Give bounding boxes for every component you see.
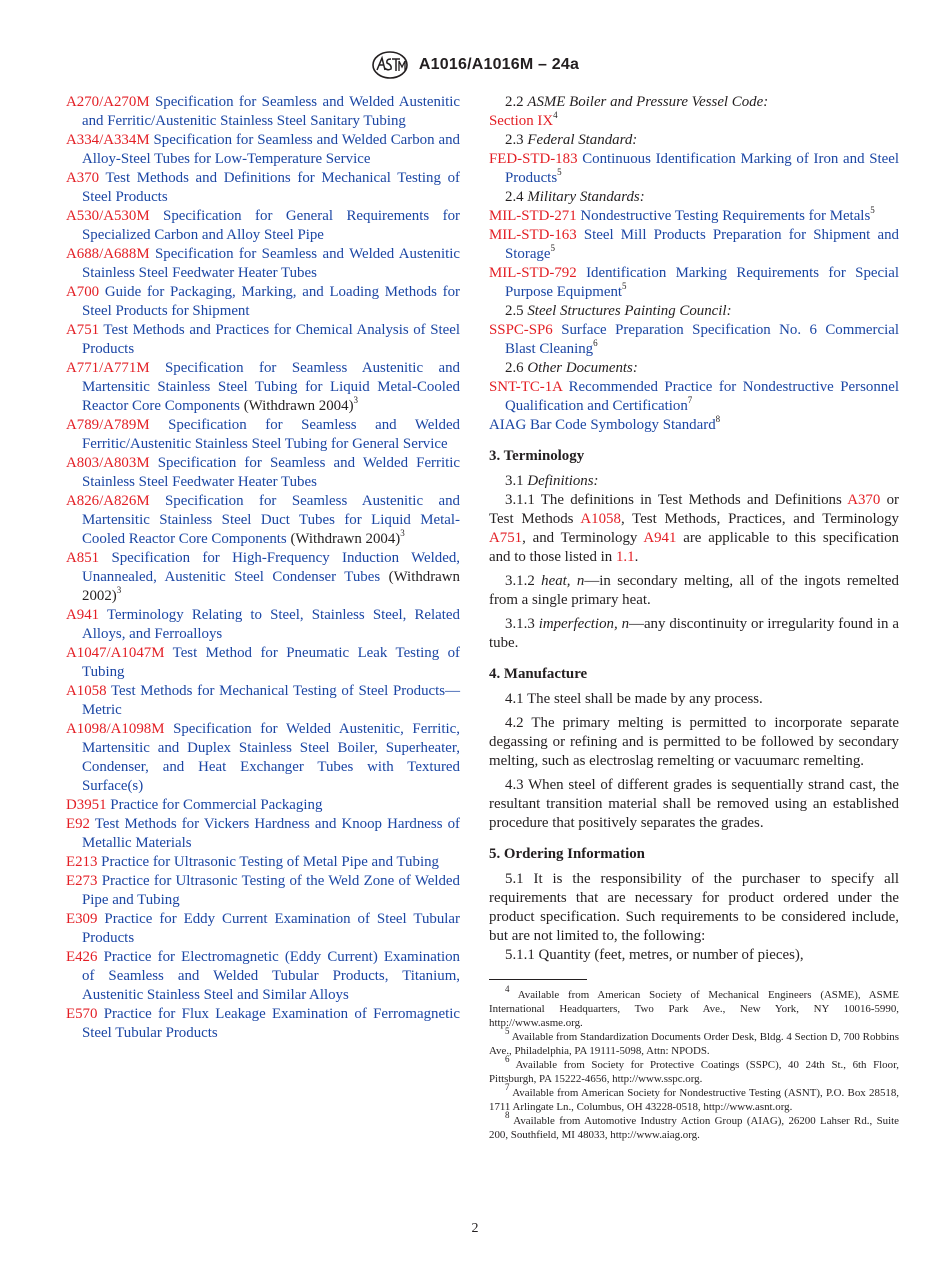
reference-title[interactable]: Test Methods for Mechanical Testing of Steel Products—Metric	[82, 683, 460, 718]
reference-mil-std-163[interactable]: MIL-STD-163 Steel Mill Products Preparation for Shipment and Storage$^5$	[489, 227, 899, 262]
footnote	[489, 1026, 899, 1058]
para-3-1-3: 3.1.3 imperfection, n—any discontinuity or irregularity found in a tube.	[489, 616, 899, 651]
section-2-4: 2.4 Military Standards:	[505, 189, 645, 205]
page-header	[0, 50, 950, 80]
reference-item[interactable]	[66, 93, 460, 131]
reference-item[interactable]	[66, 245, 460, 283]
reference-item[interactable]	[66, 359, 460, 416]
link-a941[interactable]: A941	[643, 530, 677, 546]
reference-code[interactable]: A688/A688M	[66, 246, 150, 262]
reference-item[interactable]	[66, 169, 460, 207]
reference-code[interactable]: A1047/A1047M	[66, 645, 165, 661]
footnote	[489, 1110, 899, 1142]
reference-title[interactable]: Specification for Seamless and Welded Ferritic Stainless Steel Feedwater Heater Tubes	[82, 455, 460, 490]
footnote-text: Available from American Society of Mechanical Engineers (ASME), ASME International Headquarters, Two Park Ave., New York, NY 10016-5990, http://www.asme.org.	[489, 989, 899, 1029]
reference-title[interactable]: Specification for Seamless and Welded Austenitic Stainless Steel Feedwater Heater Tubes	[82, 246, 460, 281]
reference-item[interactable]	[66, 682, 460, 720]
reference-item[interactable]	[66, 815, 460, 853]
reference-sspc-sp6[interactable]: SSPC-SP6 Surface Preparation Specification No. 6 Commercial Blast Cleaning$^6$	[489, 322, 899, 357]
page-number: 2	[471, 1221, 479, 1236]
reference-code[interactable]: E570	[66, 1006, 98, 1022]
section-2-2: 2.2 ASME Boiler and Pressure Vessel Code:	[505, 94, 769, 110]
reference-title[interactable]: Specification for Seamless and Welded Carbon and Alloy-Steel Tubes for Low-Temperature Service	[82, 132, 460, 167]
footnote-number: 6	[505, 1054, 510, 1065]
section-heading-terminology: 3. Terminology	[489, 448, 585, 464]
footnote	[489, 1082, 899, 1114]
withdrawn-note: (Withdrawn 2004)	[243, 398, 354, 414]
para-4-2: 4.2 The primary melting is permitted to incorporate separate degassing or refining and is permitted to be followed by secondary melting, such as electroslag remelting or vacuumarc remelting.	[489, 715, 899, 769]
reference-item[interactable]	[66, 853, 460, 872]
reference-code[interactable]: E213	[66, 854, 98, 870]
section-2-6: 2.6 Other Documents:	[505, 360, 638, 376]
reference-code[interactable]: A751	[66, 322, 100, 338]
reference-item[interactable]	[66, 321, 460, 359]
para-5-1: 5.1 It is the responsibility of the purchaser to specify all requirements that are necessary for product ordered under the product specification. Such requirements to be considered include, but are not limited to, the following:	[489, 871, 899, 944]
para-3-1-2: 3.1.2 heat, n—in secondary melting, all of the ingots remelted from a single primary heat.	[489, 573, 899, 608]
footnote-text: Available from Automotive Industry Action Group (AIAG), 26200 Lahser Rd., Suite 200, Southfield, MI 48033, http://www.aiag.org.	[489, 1115, 899, 1141]
document-designation: A1016/A1016M – 24a	[418, 56, 580, 73]
para-3-1-1: 3.1.1 The definitions in Test Methods and Definitions A370 or Test Methods A1058, Test Methods, Practices, and Terminology A751, and Terminology A941 are applicable to this specification and to those listed in 1.1.	[489, 492, 899, 565]
reference-item[interactable]	[66, 549, 460, 606]
footnotes	[489, 984, 899, 1142]
reference-code[interactable]: A334/A334M	[66, 132, 150, 148]
reference-code[interactable]: A771/A771M	[66, 360, 150, 376]
link-section-1-1[interactable]: 1.1	[615, 549, 635, 565]
section-2-3: 2.3 Federal Standard:	[505, 132, 638, 148]
right-column	[489, 93, 899, 1142]
reference-item[interactable]	[66, 492, 460, 549]
reference-item[interactable]	[66, 416, 460, 454]
reference-item[interactable]	[66, 606, 460, 644]
reference-section-ix[interactable]: Section $IX^4$	[489, 110, 558, 129]
footnote-number: 7	[505, 1082, 510, 1093]
reference-code[interactable]: A826/A826M	[66, 493, 150, 509]
reference-mil-std-271[interactable]: MIL-STD-271 Nondestructive Testing Requirements for Metals$^5$	[489, 205, 875, 224]
reference-code[interactable]: E426	[66, 949, 98, 965]
footnote-marker: 3	[400, 528, 405, 539]
reference-code[interactable]: A370	[66, 170, 100, 186]
reference-title[interactable]: Specification for Seamless Austenitic and Martensitic Stainless Steel Tubing for Liquid Metal-Cooled Reactor Core Components	[82, 360, 460, 414]
reference-code[interactable]: E92	[66, 816, 90, 832]
reference-title[interactable]: Specification for High-Frequency Induction Welded, Unannealed, Austenitic Steel Condenser Tubes	[82, 550, 460, 585]
footnote-text: Available from Standardization Documents Order Desk, Bldg. 4 Section D, 700 Robbins Ave., Philadelphia, PA 19111-5098, Attn: NPODS.	[489, 1031, 899, 1057]
reference-item[interactable]	[66, 910, 460, 948]
reference-title[interactable]: Practice for Eddy Current Examination of Steel Tubular Products	[82, 911, 460, 946]
footnote-number: 5	[505, 1026, 510, 1037]
reference-title[interactable]: Test Method for Pneumatic Leak Testing of Tubing	[82, 645, 460, 680]
footnote	[489, 1054, 899, 1086]
reference-title[interactable]: Test Methods and Definitions for Mechanical Testing of Steel Products	[82, 170, 460, 205]
reference-title[interactable]: Test Methods for Vickers Hardness and Knoop Hardness of Metallic Materials	[82, 816, 460, 851]
footnote-text: Available from American Society for Nondestructive Testing (ASNT), P.O. Box 28518, 1711 Arlingate Ln., Columbus, OH 43228-0518, http://www.asnt.org.	[489, 1087, 899, 1113]
reference-item[interactable]	[66, 1005, 460, 1043]
footnote-marker: 3	[353, 395, 359, 406]
reference-code[interactable]: A700	[66, 284, 100, 300]
footnote	[489, 984, 899, 1030]
reference-item[interactable]	[66, 720, 460, 796]
link-a370[interactable]: A370	[847, 492, 881, 508]
left-column	[66, 93, 460, 1043]
astm-logo-icon	[371, 50, 409, 80]
reference-code[interactable]: D3951	[66, 797, 107, 813]
reference-title[interactable]: Test Methods and Practices for Chemical Analysis of Steel Products	[82, 322, 460, 357]
reference-title[interactable]: Practice for Ultrasonic Testing of Metal Pipe and Tubing	[101, 854, 439, 870]
reference-title[interactable]: Practice for Commercial Packaging	[110, 797, 323, 813]
reference-code[interactable]: A851	[66, 550, 100, 566]
reference-snt-tc-1a[interactable]: SNT-TC-1A Recommended Practice for Nondestructive Personnel Qualification and Certification$^7$	[489, 379, 899, 414]
reference-code[interactable]: A1098/A1098M	[66, 721, 165, 737]
section-heading-manufacture: 4. Manufacture	[489, 666, 588, 682]
reference-title[interactable]: Specification for General Requirements for Specialized Carbon and Alloy Steel Pipe	[82, 208, 460, 243]
reference-item[interactable]	[66, 644, 460, 682]
para-4-1: 4.1 The steel shall be made by any process.	[505, 691, 763, 707]
footnote-number: 8	[505, 1110, 510, 1121]
reference-item[interactable]	[66, 283, 460, 321]
reference-title[interactable]: Specification for Seamless Austenitic and Martensitic Stainless Steel Duct Tubes for Liquid Metal-Cooled Reactor Core Components	[82, 493, 460, 547]
footnote-marker: 3	[116, 585, 122, 596]
reference-mil-std-792[interactable]: MIL-STD-792 Identification Marking Requirements for Special Purpose Equipment$^5$	[489, 265, 899, 300]
reference-title[interactable]: Guide for Packaging, Marking, and Loading Methods for Steel Products for Shipment	[82, 284, 460, 319]
footnote-text: Available from Society for Protective Coatings (SSPC), 40 24th St., 6th Floor, Pittsburgh, PA 15222-4656, http://www.sspc.org.	[489, 1059, 899, 1085]
reference-code[interactable]: A270/A270M	[66, 94, 150, 110]
footnote-number: 4	[505, 984, 510, 995]
para-4-3: 4.3 When steel of different grades is sequentially strand cast, the resultant transition material shall be removed using an established procedure that positively separates the grades.	[489, 777, 899, 831]
reference-title[interactable]: Specification for Welded Austenitic, Ferritic, Martensitic and Duplex Stainless Steel Boiler, Superheater, Condenser, and Heat Exchanger Tubes with Textured Surface(s)	[82, 721, 460, 794]
reference-code[interactable]: A941	[66, 607, 100, 623]
reference-code[interactable]: A803/A803M	[66, 455, 150, 471]
withdrawn-note: (Withdrawn 2002)	[82, 569, 460, 604]
withdrawn-note: (Withdrawn 2004)	[290, 531, 401, 547]
reference-item[interactable]	[66, 454, 460, 492]
reference-code[interactable]: E273	[66, 873, 98, 889]
section-heading-ordering: 5. Ordering Information	[489, 846, 645, 862]
reference-item[interactable]	[66, 207, 460, 245]
reference-title[interactable]: Specification for Seamless and Welded Austenitic and Ferritic/Austenitic Stainless Steel Sanitary Tubing	[82, 94, 460, 129]
reference-fed-std-183[interactable]: FED-STD-183 Continuous Identification Marking of Iron and Steel Products$^5$	[489, 151, 899, 186]
reference-item[interactable]	[66, 948, 460, 1005]
reference-item[interactable]	[66, 131, 460, 169]
para-5-1-1: 5.1.1 Quantity (feet, metres, or number of pieces),	[505, 947, 804, 963]
reference-code[interactable]: A530/A530M	[66, 208, 150, 224]
reference-title[interactable]: Practice for Flux Leakage Examination of Ferromagnetic Steel Tubular Products	[82, 1006, 460, 1041]
para-3-1: 3.1 Definitions:	[505, 473, 599, 489]
reference-code[interactable]: A1058	[66, 683, 107, 699]
section-2-5: 2.5 Steel Structures Painting Council:	[505, 303, 732, 319]
reference-item[interactable]	[66, 796, 460, 815]
reference-title[interactable]: Practice for Electromagnetic (Eddy Current) Examination of Seamless and Welded Tubular Products, Titanium, Austenitic Stainless Steel and Similar Alloys	[82, 949, 460, 1003]
link-a751[interactable]: A751	[489, 530, 523, 546]
footnote-divider	[489, 979, 587, 980]
reference-item[interactable]	[66, 872, 460, 910]
reference-code[interactable]: A789/A789M	[66, 417, 150, 433]
reference-title[interactable]: Practice for Ultrasonic Testing of the Weld Zone of Welded Pipe and Tubing	[82, 873, 460, 908]
reference-code[interactable]: E309	[66, 911, 98, 927]
reference-title[interactable]: Specification for Seamless and Welded Ferritic/Austenitic Stainless Steel Tubing for General Service	[82, 417, 460, 452]
link-a1058[interactable]: A1058	[580, 511, 621, 527]
reference-aiag[interactable]: AIAG Bar Code Symbology Standard$^8$	[489, 414, 721, 433]
reference-title[interactable]: Terminology Relating to Steel, Stainless Steel, Related Alloys, and Ferroalloys	[82, 607, 460, 642]
